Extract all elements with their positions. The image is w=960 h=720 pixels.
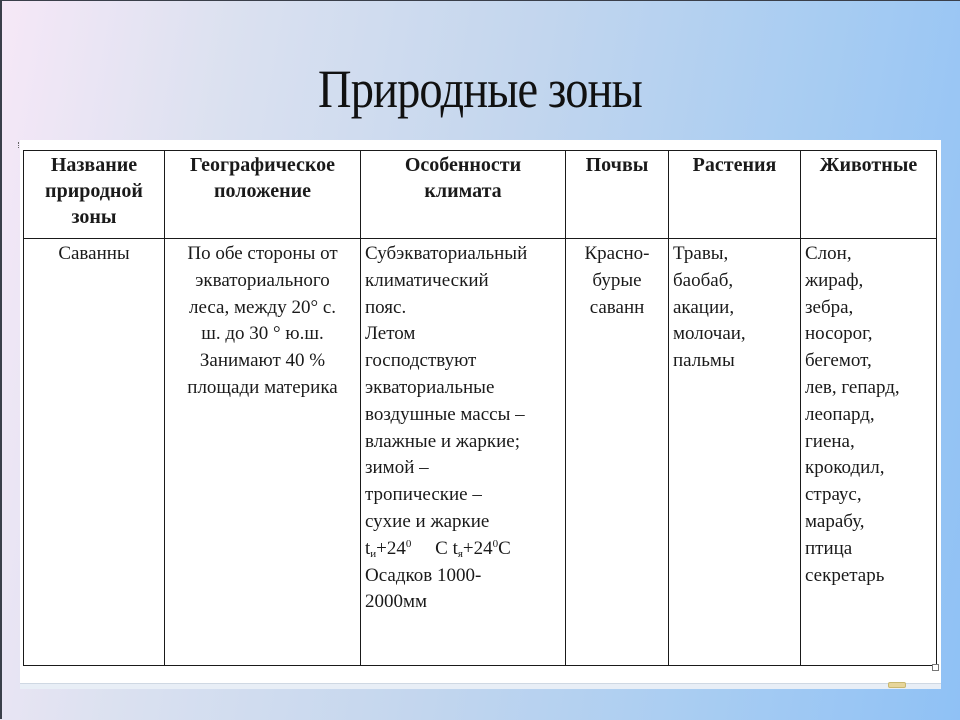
header-line: зоны (71, 206, 117, 228)
cell-animals (801, 239, 937, 666)
cell-line: Занимают 40 % (199, 350, 326, 372)
cell-line: площади материка (187, 376, 338, 398)
cell-line: климатический (365, 269, 489, 291)
temp-subscript-winter: и (370, 547, 377, 560)
header-line: Географическое (189, 154, 336, 176)
cell-line: тропические – (365, 484, 482, 506)
cell-line: акации, (673, 296, 735, 318)
cell-line: По обе стороны от (187, 243, 338, 264)
cell-line: страус, (805, 484, 862, 506)
cell-climate (361, 239, 566, 666)
temp-value-winter: +24 (376, 537, 406, 559)
header-zone-name (24, 151, 165, 239)
cell-line: птица (805, 537, 853, 559)
cell-line: пояс. (365, 296, 407, 318)
object-resize-handle[interactable] (932, 664, 939, 671)
cell-line: секретарь (805, 564, 885, 586)
cell-line: Летом (365, 323, 416, 345)
header-line: положение (213, 180, 312, 202)
header-line: климата (424, 180, 502, 202)
cell-line: носорог, (805, 323, 873, 345)
table-header-row (24, 151, 937, 239)
cell-location (165, 239, 361, 666)
cell-line: бегемот, (805, 350, 872, 372)
cell-line: ш. до 30 ° ю.ш. (201, 323, 324, 345)
header-location (165, 151, 361, 239)
temp-symbol: t (365, 537, 371, 559)
cell-line: экваториальные (365, 376, 495, 398)
cell-line: Травы, (673, 243, 729, 264)
climate-temperature-line (365, 536, 561, 563)
cell-soils (566, 239, 669, 666)
temp-value-summer: +24 (462, 537, 493, 559)
cell-line: саванн (589, 296, 645, 318)
header-line: природной (45, 180, 143, 202)
cell-line: Красно- (584, 243, 650, 264)
cell-zone-name (24, 239, 165, 666)
degree-superscript: 0 (492, 537, 499, 550)
cell-line: баобаб, (673, 269, 734, 291)
header-soils (566, 151, 669, 239)
header-plants (669, 151, 801, 239)
cell-line: бурые (592, 269, 642, 291)
cell-line: зимой – (365, 457, 429, 479)
cell-plants (669, 239, 801, 666)
cell-line: Осадков 1000- (365, 564, 482, 586)
cell-line: леса, между 20° с. (188, 296, 337, 318)
cell-line: гиена, (805, 430, 855, 452)
cell-line: сухие и жаркие (365, 510, 490, 532)
temp-unit: C (498, 537, 511, 559)
cell-line: Субэкваториальный (365, 243, 528, 264)
cell-line: воздушные массы – (365, 403, 525, 425)
temp-subscript-summer: я (457, 547, 463, 560)
header-climate (361, 151, 566, 239)
header-animals (801, 151, 937, 239)
natural-zones-table (23, 150, 937, 666)
header-line: Животные (819, 154, 918, 176)
table-row (24, 239, 937, 666)
cell-line: господствуют (365, 350, 477, 372)
cell-line: молочаи, (673, 323, 746, 345)
cell-line: лев, гепард, (805, 376, 900, 398)
header-line: Растения (692, 154, 777, 176)
cell-line: марабу, (805, 510, 865, 532)
cell-line: жираф, (805, 269, 864, 291)
degree-superscript: 0 (405, 537, 412, 550)
cell-line: влажные и жаркие; (365, 430, 520, 452)
header-line: Почвы (585, 154, 649, 176)
cell-line: леопард, (805, 403, 875, 425)
cell-line: крокодил, (805, 457, 885, 479)
temp-separator: C t (411, 537, 458, 559)
header-line: Название (50, 154, 138, 176)
object-bottom-strip (20, 683, 941, 689)
strip-handle[interactable] (888, 682, 906, 688)
cell-line: 2000мм (365, 591, 428, 613)
cell-line: Саванны (58, 243, 130, 264)
cell-line: экваториального (195, 269, 330, 291)
cell-line: пальмы (673, 350, 735, 372)
slide-title: Природные зоны (318, 59, 642, 119)
cell-line: зебра, (805, 296, 854, 318)
object-anchor-marker (18, 142, 22, 148)
cell-line: Слон, (805, 243, 852, 264)
header-line: Особенности (404, 154, 522, 176)
